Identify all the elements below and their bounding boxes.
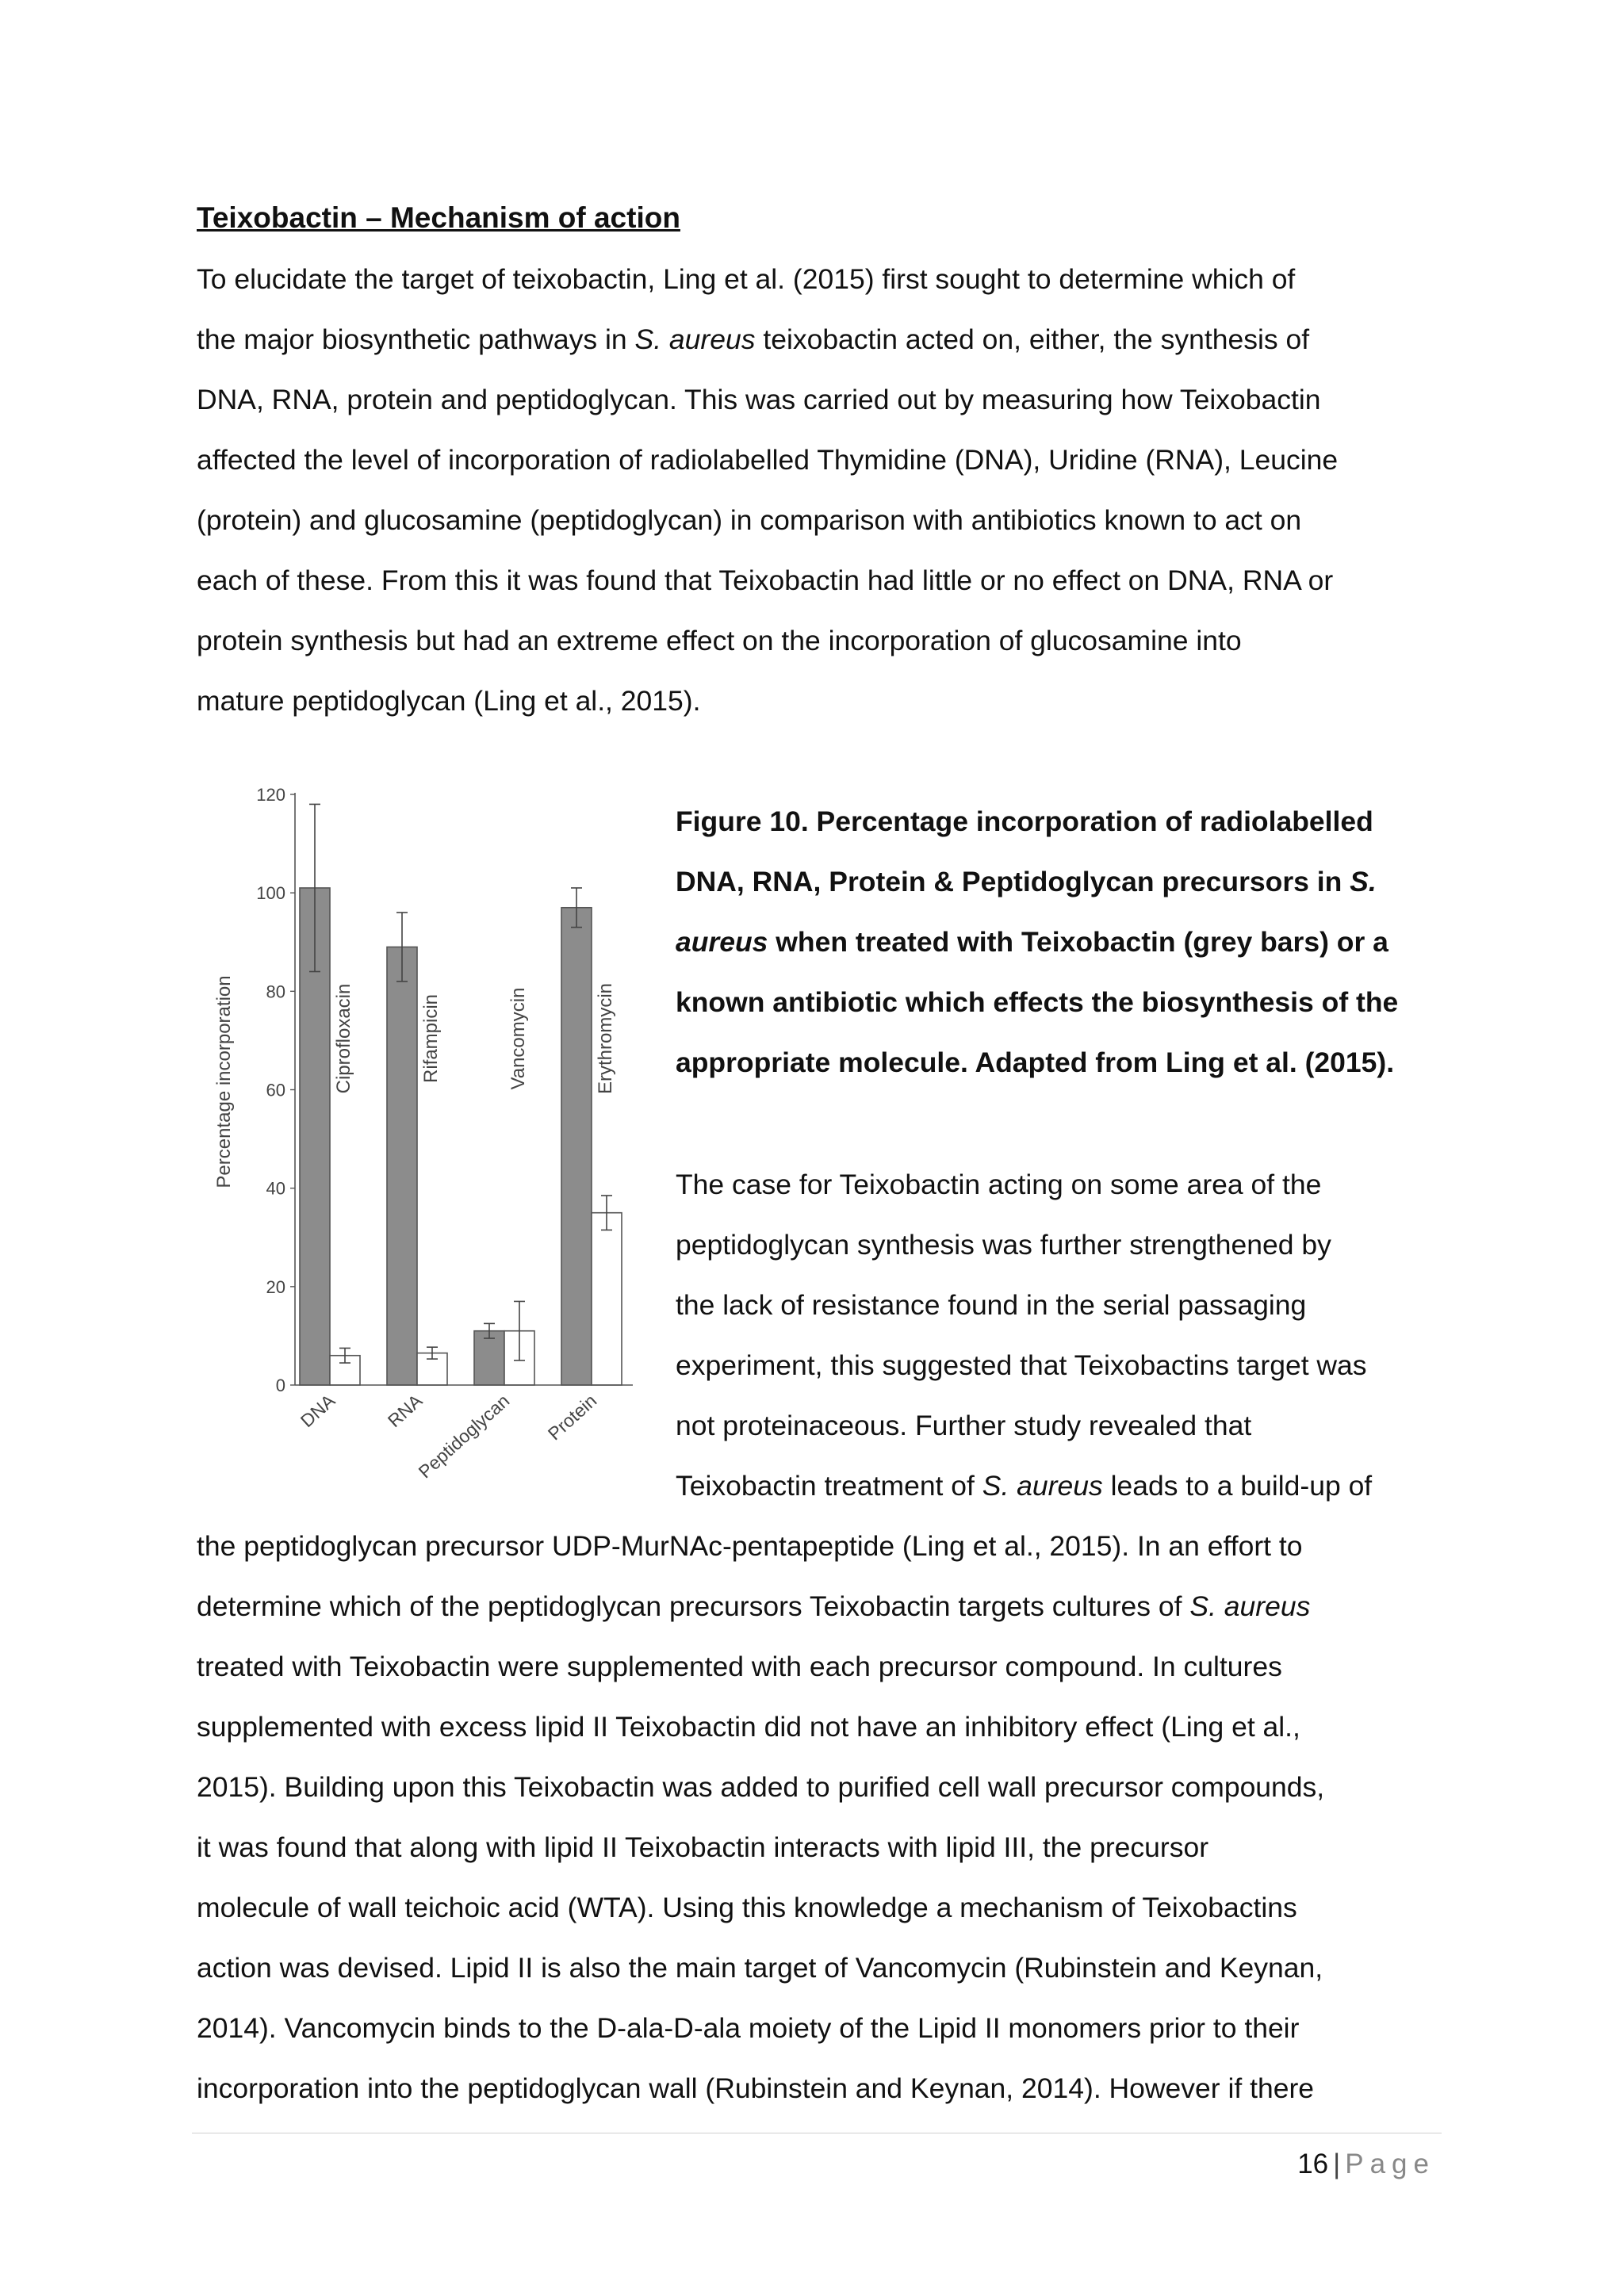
antibiotic-label: Rifampicin [420, 993, 442, 1084]
figure-10-chart [206, 777, 634, 1506]
italic-term: S. aureus [982, 1470, 1103, 1502]
category-label: Peptidoglycan [414, 1390, 514, 1483]
text-line: the lack of resistance found in the serial passaging [676, 1289, 1307, 1321]
italic-term: aureus [676, 926, 768, 958]
text-line: protein synthesis but had an extreme effect on the incorporation of glucosamine into [197, 625, 1242, 656]
antibiotic-label: Ciprofloxacin [333, 983, 354, 1094]
page-label: Page [1345, 2149, 1435, 2179]
y-tick-label: 100 [256, 883, 285, 904]
text-line: supplemented with excess lipid II Teixobactin did not have an inhibitory effect (Ling et al., [197, 1711, 1300, 1743]
category-label: RNA [383, 1390, 427, 1432]
text-line: peptidoglycan synthesis was further strengthened by [676, 1229, 1331, 1261]
text-line: mature peptidoglycan (Ling et al., 2015). [197, 685, 701, 717]
y-axis-label: Percentage incorporation [213, 975, 235, 1188]
text-line: known antibiotic which effects the biosynthesis of the [676, 986, 1399, 1018]
italic-term: S. aureus [634, 323, 756, 355]
teixobactin-bar [387, 947, 417, 1385]
text-line: Teixobactin treatment of S. aureus leads to a build-up of [676, 1470, 1373, 1502]
text-line: molecule of wall teichoic acid (WTA). Using this knowledge a mechanism of Teixobactins [197, 1892, 1297, 1923]
page-footer [1297, 2141, 1435, 2188]
y-tick-label: 0 [275, 1376, 285, 1395]
text-line: it was found that along with lipid II Teixobactin interacts with lipid III, the precursor [197, 1831, 1209, 1863]
text-line: the major biosynthetic pathways in S. aureus teixobactin acted on, either, the synthesis of [197, 323, 1310, 355]
text-line: 2014). Vancomycin binds to the D-ala-D-ala moiety of the Lipid II monomers prior to their [197, 2012, 1300, 2044]
page-number: 16 [1297, 2149, 1329, 2179]
y-tick-label: 40 [266, 1178, 285, 1199]
y-tick-label: 20 [266, 1276, 285, 1297]
figure-caption [676, 791, 1437, 1093]
text-line: experiment, this suggested that Teixobactins target was [676, 1349, 1367, 1381]
text-line: The case for Teixobactin acting on some area of the [676, 1169, 1322, 1200]
category-label: Protein [543, 1390, 601, 1445]
antibiotic-label: Erythromycin [595, 982, 616, 1095]
text-line: aureus when treated with Teixobactin (grey bars) or a [676, 926, 1388, 958]
text-line: not proteinaceous. Further study revealed that [676, 1410, 1252, 1441]
text-line: affected the level of incorporation of radiolabelled Thymidine (DNA), Uridine (RNA), Leucine [197, 444, 1339, 476]
text-line: each of these. From this it was found that Teixobactin had little or no effect on DNA, RNA or [197, 564, 1334, 596]
text-line: 2015). Building upon this Teixobactin was added to purified cell wall precursor compounds, [197, 1771, 1325, 1803]
text-line: incorporation into the peptidoglycan wall (Rubinstein and Keynan, 2014). However if there [197, 2072, 1315, 2104]
y-tick-label: 80 [266, 982, 285, 1002]
text-line: appropriate molecule. Adapted from Ling et al. (2015). [676, 1047, 1395, 1078]
y-tick-label: 60 [266, 1080, 285, 1100]
text-line: (protein) and glucosamine (peptidoglycan) in comparison with antibiotics known to act on [197, 504, 1302, 536]
text-line: action was devised. Lipid II is also the main target of Vancomycin (Rubinstein and Keynan, [197, 1952, 1323, 1984]
antibiotic-bar [592, 1213, 622, 1385]
italic-term: S. [1350, 866, 1377, 897]
text-line: treated with Teixobactin were supplemented with each precursor compound. In cultures [197, 1651, 1282, 1682]
text-line: DNA, RNA, Protein & Peptidoglycan precursors in S. [676, 866, 1377, 897]
teixobactin-bar [474, 1331, 504, 1385]
text-line: determine which of the peptidoglycan precursors Teixobactin targets cultures of S. aureus [197, 1590, 1311, 1622]
footer-separator: | [1333, 2149, 1341, 2179]
text-line: the peptidoglycan precursor UDP-MurNAc-pentapeptide (Ling et al., 2015). In an effort to [197, 1530, 1303, 1562]
paragraph-2-bottom [197, 1516, 1434, 2118]
paragraph-2-top [676, 1154, 1437, 1516]
teixobactin-bar [561, 908, 592, 1385]
y-tick-label: 120 [256, 785, 285, 805]
paragraph-1 [197, 249, 1434, 731]
text-line: Figure 10. Percentage incorporation of radiolabelled [676, 806, 1373, 837]
italic-term: S. aureus [1189, 1590, 1311, 1622]
category-label: DNA [296, 1390, 339, 1432]
antibiotic-label: Vancomycin [508, 987, 529, 1090]
text-line: To elucidate the target of teixobactin, Ling et al. (2015) first sought to determine which of [197, 263, 1296, 295]
text-line: DNA, RNA, protein and peptidoglycan. This was carried out by measuring how Teixobactin [197, 384, 1321, 415]
section-heading: Teixobactin – Mechanism of action [197, 201, 680, 234]
